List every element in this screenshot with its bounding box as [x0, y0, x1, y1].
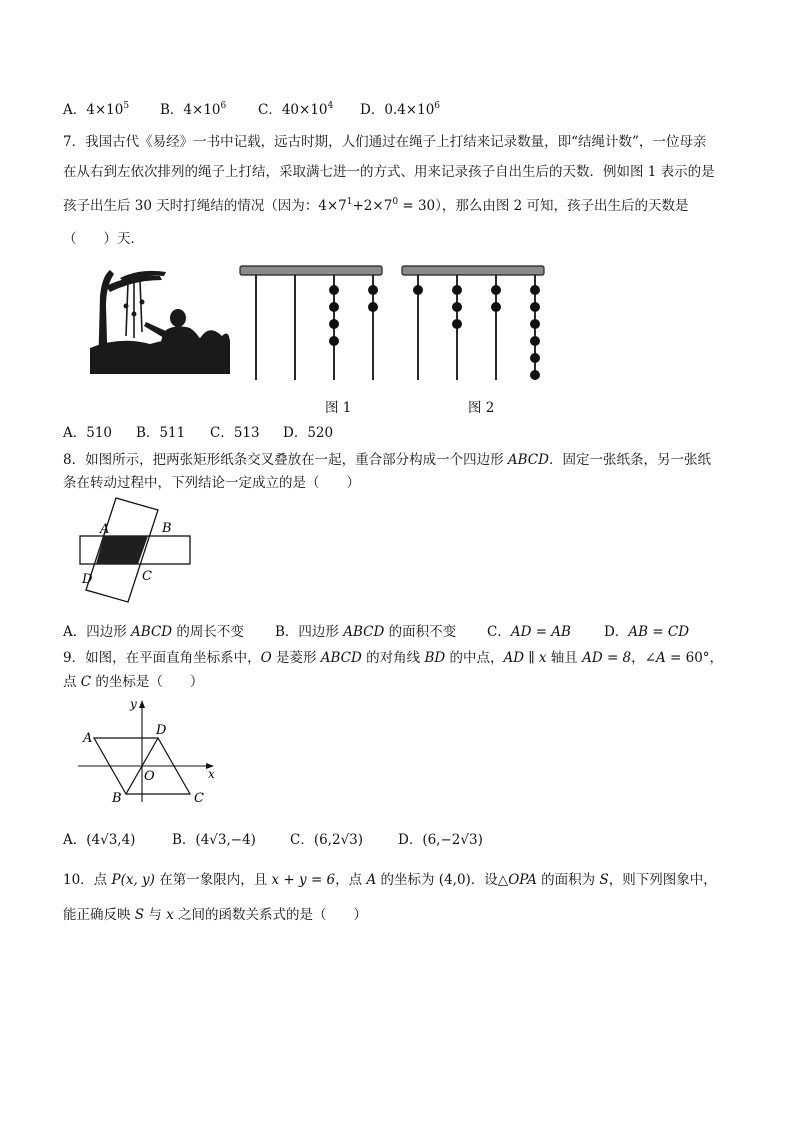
q7-stem-line-1: 7．我国古代《易经》一书中记载，远古时期，人们通过在绳子上打结来记录数量，即“结绳计数”，一位母亲	[63, 134, 707, 150]
q9-axis-y-label: y	[130, 697, 137, 711]
rope-knot	[329, 319, 339, 329]
rope-knot	[491, 302, 501, 312]
rope-knot	[368, 285, 378, 295]
q7-option-d[interactable]: D．520	[283, 425, 334, 441]
q9-label-d: D	[156, 723, 167, 738]
q9-option-c[interactable]: C．(6,2√3)	[290, 832, 364, 848]
q9-option-b[interactable]: B．(4√3,−4)	[172, 832, 256, 848]
q7-option-c[interactable]: C．513	[210, 425, 260, 441]
q10-stem-line-1: 10．点 P(x, y) 在第一象限内，且 x + y = 6，点 A 的坐标为 (4,0)．设△OPA 的面积为 S，则下列图象中，	[63, 872, 717, 888]
q9-option-a[interactable]: A．(4√3,4)	[63, 832, 136, 848]
q10-stem-line-2: 能正确反映 S 与 x 之间的函数关系式的是（ ）	[63, 907, 368, 923]
q8-stem-line-1: 8．如图所示，把两张矩形纸条交叉叠放在一起，重合部分构成一个四边形 ABCD．固定一张纸条，另一张纸	[63, 452, 711, 468]
rope-knot	[329, 302, 339, 312]
q9-stem-line-2: 点 C 的坐标是（ ）	[63, 674, 204, 690]
rope-knot	[413, 285, 423, 295]
q7-stem-line-2: 在从右到左依次排列的绳子上打结，采取满七进一的方式、用来记录孩子自出生后的天数．例如图 1 表示的是	[63, 164, 715, 180]
q7-option-b[interactable]: B．511	[136, 425, 186, 441]
figure-2-caption: 图 2	[468, 400, 495, 416]
q9-option-d[interactable]: D．(6,−2√3)	[398, 832, 483, 848]
rope-bar	[240, 266, 382, 275]
rope-knot	[530, 353, 540, 363]
q9-label-c: C	[194, 791, 204, 806]
figure-1-rope-bar	[240, 266, 382, 380]
q8-option-b[interactable]: B．四边形 ABCD 的面积不变	[275, 624, 457, 640]
knot-tying-silhouette-image	[90, 266, 230, 374]
q8-label-c: C	[142, 569, 152, 584]
q9-stem-line-1: 9．如图，在平面直角坐标系中，O 是菱形 ABCD 的对角线 BD 的中点，AD ∥ x 轴且 AD = 8，∠A = 60°，	[63, 650, 724, 666]
rope-knot	[368, 302, 378, 312]
q9-axis-x-label: x	[208, 767, 215, 781]
q6-option-a[interactable]: A．$4\times 10^5$	[63, 101, 130, 118]
q8-label-b: B	[162, 521, 172, 536]
rope-knot	[452, 302, 462, 312]
q8-crossed-strips-figure	[76, 494, 196, 606]
rope-knot	[491, 285, 501, 295]
q7-stem-line-3: 孩子出生后 30 天时打绳结的情况（因为：$4\times 7^1+2\times 7^0 = 30$），那么由图 2 可知，孩子出生后的天数是	[63, 197, 689, 214]
rope-knot	[530, 336, 540, 346]
rope-bar	[402, 266, 544, 275]
q8-option-a[interactable]: A．四边形 ABCD 的周长不变	[63, 624, 244, 640]
figure-1-caption: 图 1	[325, 400, 352, 416]
q8-label-a: A	[100, 522, 110, 537]
rope-knot	[530, 302, 540, 312]
q9-label-a: A	[83, 731, 93, 746]
rope-knot	[530, 285, 540, 295]
q9-label-b: B	[112, 791, 122, 806]
q9-rhombus-coordinate-figure	[74, 694, 224, 806]
q6-option-c[interactable]: C．$40\times 10^4$	[258, 101, 334, 118]
rope-knot	[452, 319, 462, 329]
q7-stem-line-4: （ ）天．	[63, 231, 144, 247]
figure-2-rope-bar	[402, 266, 544, 380]
q7-option-a[interactable]: A．510	[63, 425, 113, 441]
q8-stem-line-2: 条在转动过程中，下列结论一定成立的是（ ）	[63, 475, 360, 491]
rope-knot	[329, 336, 339, 346]
q8-option-c[interactable]: C．AD = AB	[487, 624, 571, 640]
q8-label-d: D	[82, 572, 93, 587]
knot-ropes-figures	[236, 262, 556, 386]
q6-option-d[interactable]: D．$0.4\times 10^6$	[360, 101, 441, 118]
rope-knot	[530, 370, 540, 380]
q8-option-d[interactable]: D．AB = CD	[604, 624, 690, 640]
q6-option-b[interactable]: B．$4\times 10^6$	[160, 101, 227, 118]
q9-label-o: O	[144, 769, 155, 784]
rope-knot	[530, 319, 540, 329]
rope-knot	[329, 285, 339, 295]
rope-knot	[452, 285, 462, 295]
